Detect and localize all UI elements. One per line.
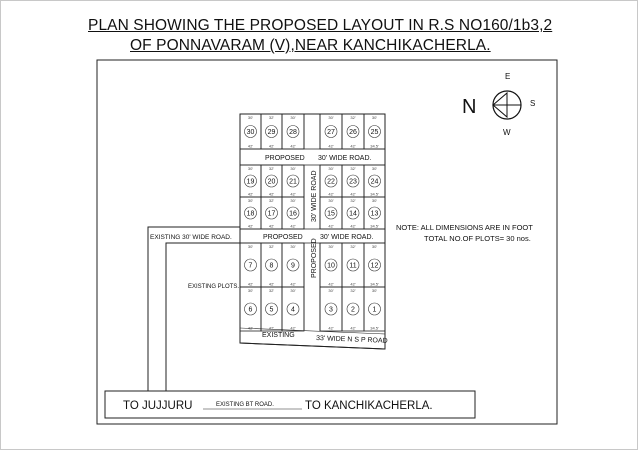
plot-dim-bottom: 42': [328, 143, 334, 149]
plot-number: 13: [370, 210, 379, 218]
plot-dim-bottom: 42': [290, 143, 296, 149]
plot-dim-bottom: 42': [247, 143, 254, 149]
plot-number: 4: [291, 306, 295, 314]
plot-dim-top: 30': [328, 288, 334, 293]
plot-number: 2: [351, 306, 355, 314]
plot-dim-top: 32': [268, 198, 275, 203]
road-label-existing-30: EXISTING 30' WIDE ROAD.: [150, 234, 232, 241]
plot-dim-bottom: 42': [247, 223, 254, 229]
road-label-nsp: 33' WIDE N S P ROAD: [315, 335, 388, 345]
note-line-2: TOTAL NO.OF PLOTS= 30 nos.: [424, 234, 531, 243]
plot-dim-top: 32': [350, 198, 356, 203]
plot-number: 21: [289, 178, 297, 186]
plot-number: 1: [372, 306, 377, 314]
road-label-proposed-top: PROPOSED: [265, 155, 305, 162]
plot-dim-bottom: 42': [290, 281, 296, 287]
plot-number: 24: [370, 178, 379, 186]
road-label-existing-bottom: EXISTING: [262, 332, 295, 339]
plot-dim-bottom: 42': [350, 143, 356, 149]
plot-dim-top: 30': [290, 288, 296, 293]
bottom-existing-bt-road: EXISTING BT ROAD.: [216, 402, 274, 408]
plot-number: 18: [246, 210, 255, 218]
plot-dim-top: 30': [328, 115, 334, 120]
plot-dim-bottom: 42': [350, 325, 356, 331]
plot-dim-top: 30': [247, 166, 254, 171]
road-label-wide-mid: 30' WIDE ROAD.: [320, 234, 374, 241]
plot-dim-top: 30': [371, 198, 378, 203]
plot-dim-bottom: 42': [328, 325, 334, 331]
plot-number: 10: [327, 262, 335, 270]
title-line-1: PLAN SHOWING THE PROPOSED LAYOUT IN R.S NO160/1b3,2: [88, 17, 553, 34]
plot-number: 3: [329, 306, 333, 314]
plot-dim-bottom: 42': [247, 281, 254, 287]
plot-number: 17: [267, 210, 276, 218]
plot-number: 12: [370, 262, 379, 270]
road-label-wide-top: 30' WIDE ROAD.: [318, 155, 372, 162]
compass: [462, 72, 535, 137]
plot-dim-top: 32': [350, 244, 356, 249]
plot-dim-top: 30': [371, 288, 378, 293]
plot-number: 25: [370, 129, 379, 136]
plot-number: 22: [327, 178, 335, 186]
plot-number: 30: [246, 129, 255, 136]
compass-south: S: [530, 99, 536, 108]
plot-dim-top: 32': [268, 115, 275, 120]
plot-dim-bottom: 34.5': [370, 325, 379, 331]
plot-number: 15: [327, 210, 335, 218]
plot-dim-bottom: 42': [268, 281, 275, 287]
plot-number: 20: [267, 178, 276, 186]
plot-number: 23: [349, 178, 357, 186]
plot-dim-bottom: 34.5': [370, 191, 379, 197]
plot-dim-bottom: 42': [247, 325, 254, 331]
plot-dim-bottom: 42': [290, 223, 296, 229]
plot-dim-top: 30': [247, 244, 254, 249]
plot-number: 8: [269, 262, 274, 270]
plot-dim-bottom: 42': [247, 191, 254, 197]
bottom-to-jujjuru: TO JUJJURU: [123, 400, 193, 412]
plot-dim-bottom: 42': [350, 191, 356, 197]
road-label-proposed-mid: PROPOSED: [263, 234, 303, 241]
plot-number: 6: [248, 306, 253, 314]
bottom-to-kanchikacherla: TO KANCHIKACHERLA.: [305, 400, 433, 412]
plot-number: 19: [246, 178, 255, 186]
road-label-vertical-proposed: PROPOSED: [311, 238, 318, 278]
plot-number: 7: [248, 262, 253, 270]
plot-dim-top: 30': [328, 244, 334, 249]
existing-road-edge-inner: [166, 243, 240, 391]
plot-dim-top: 30': [371, 115, 378, 120]
compass-west: W: [503, 128, 511, 137]
plot-dim-bottom: 34.5': [370, 143, 379, 149]
plot-dim-top: 32': [268, 244, 275, 249]
plot-dim-top: 30': [247, 288, 254, 293]
plot-dim-top: 32': [350, 115, 356, 120]
plot-dim-top: 32': [350, 166, 356, 171]
plot-dim-top: 30': [371, 166, 378, 171]
note-line-1: NOTE: ALL DIMENSIONS ARE IN FOOT: [396, 223, 533, 232]
plot-dim-bottom: 42': [268, 191, 275, 197]
plot-dim-top: 30': [328, 198, 334, 203]
nsp-road-edge: [240, 343, 385, 349]
plot-number: 27: [327, 129, 335, 136]
plot-dim-top: 30': [290, 115, 296, 120]
plot-dim-top: 30': [290, 166, 296, 171]
plot-dim-bottom: 34.5': [370, 223, 379, 229]
label-existing-plots: EXISTING PLOTS.: [188, 284, 240, 290]
plot-dim-bottom: 42': [350, 281, 356, 287]
plot-dim-bottom: 42': [328, 191, 334, 197]
plot-dim-bottom: 42': [268, 325, 275, 331]
plot-dim-top: 30': [371, 244, 378, 249]
plot-dim-bottom: 42': [290, 325, 296, 331]
plot-number: 16: [289, 210, 297, 218]
road-label-vertical-mid: 30' WIDE ROAD: [311, 170, 318, 222]
plot-dim-top: 32': [268, 166, 275, 171]
plot-dim-top: 30': [328, 166, 334, 171]
plot-number: 28: [289, 129, 297, 136]
compass-east: E: [505, 72, 511, 81]
plot-dim-bottom: 42': [268, 143, 275, 149]
plot-number: 29: [267, 129, 276, 136]
plot-dim-bottom: 42': [290, 191, 296, 197]
existing-road-edge-outer: [148, 227, 240, 391]
plot-number: 5: [269, 306, 274, 314]
plot-dim-bottom: 34.5': [370, 281, 379, 287]
plot-dim-bottom: 42': [328, 223, 334, 229]
compass-north: N: [462, 96, 477, 118]
plot-number: 9: [291, 262, 295, 270]
plot-dim-top: 30': [290, 198, 296, 203]
plot-dim-top: 32': [350, 288, 356, 293]
plot-dim-top: 32': [268, 288, 275, 293]
plot-number: 14: [349, 210, 357, 218]
plot-dim-top: 30': [247, 115, 254, 120]
plot-dim-top: 30': [247, 198, 254, 203]
plot-dim-bottom: 42': [268, 223, 275, 229]
plot-dim-bottom: 42': [328, 281, 334, 287]
plot-number: 26: [349, 129, 357, 136]
title-line-2: OF PONNAVARAM (V),NEAR KANCHIKACHERLA.: [130, 37, 491, 54]
plot-dim-bottom: 42': [350, 223, 356, 229]
plot-number: 11: [349, 262, 357, 270]
plot-dim-top: 30': [290, 244, 296, 249]
